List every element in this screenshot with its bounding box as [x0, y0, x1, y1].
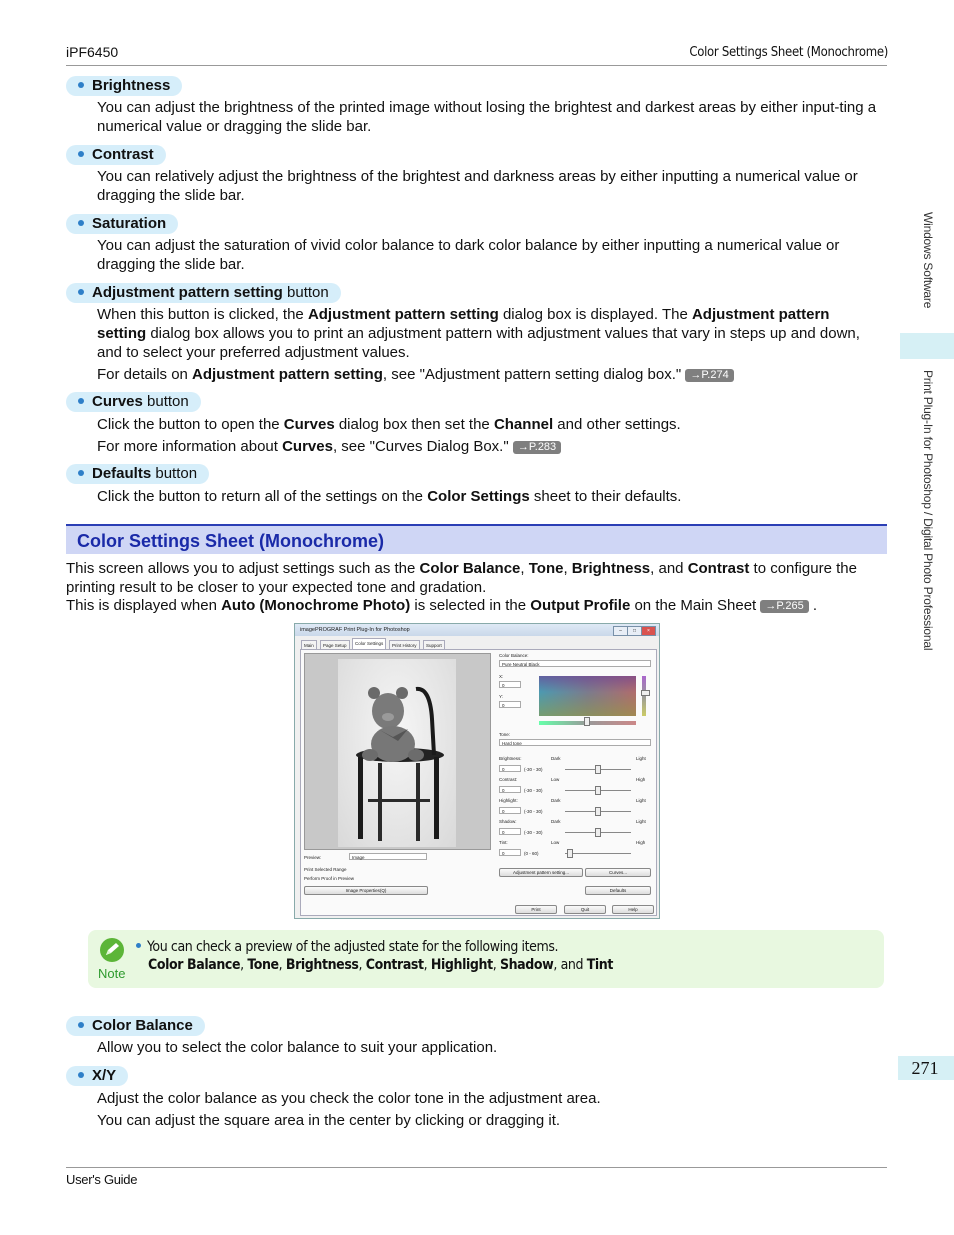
item-heading-xy: X/Y [66, 1066, 128, 1086]
slider-input[interactable]: 0 [499, 828, 521, 835]
curves-button[interactable]: Curves... [585, 868, 651, 877]
slider-input[interactable]: 0 [499, 786, 521, 793]
tone-select[interactable]: Hard tone [499, 739, 651, 746]
preview-image [338, 659, 456, 847]
slider-high-label: Light [636, 798, 646, 803]
item-heading-adjustment-pattern: Adjustment pattern setting button [66, 283, 341, 303]
slider-low-label: Dark [551, 756, 561, 761]
slider-high-label: High [636, 840, 646, 845]
color-settings-panel [300, 649, 657, 916]
item-text-saturation: You can adjust the saturation of vivid color balance to dark color balance by either inputting a numerical value or dragging the slide bar. [97, 237, 840, 273]
bullet-icon [78, 470, 84, 476]
teddy-bear-chair-image [338, 659, 456, 847]
header-product: iPF6450 [66, 44, 119, 60]
x-input[interactable]: 0 [499, 681, 521, 688]
print-selected-range-checkbox[interactable]: Print Selected Range [304, 867, 347, 872]
slider-label: Tint: [499, 840, 508, 845]
item-text-adjustment-pattern: When this button is clicked, the Adjustment pattern setting dialog box is displayed. The Adjustment pattern setting dialog box allows you to print an adjustment pattern with adjustment values that vary in steps up and down, and to select your preferred adjustment values. [97, 306, 860, 361]
preview-label: Preview: [304, 855, 322, 860]
tone-label: Tone: [499, 732, 511, 737]
item-heading-contrast: Contrast [66, 145, 166, 165]
note-line-2: Color Balance, Tone, Brightness, Contrast, Highlight, Shadow, and Tint [148, 957, 614, 973]
image-properties-button[interactable]: Image Properties(Q) [304, 886, 428, 895]
slider-high-label: Light [636, 756, 646, 761]
item-heading-brightness: Brightness [66, 76, 182, 96]
bullet-icon [136, 943, 141, 948]
dialog-title: imagePROGRAF Print Plug-In for Photoshop [295, 624, 659, 636]
item-heading-color-balance: Color Balance [66, 1016, 205, 1036]
side-tab-plugin[interactable]: Print Plug-In for Photoshop / Digital Photo Professional [921, 370, 935, 651]
quit-button[interactable]: Quit [564, 905, 606, 914]
footer-rule [66, 1167, 887, 1168]
help-button[interactable]: Help [612, 905, 654, 914]
close-icon[interactable]: × [641, 626, 656, 636]
tab-color-settings[interactable]: Color Settings [352, 638, 386, 651]
item-heading-defaults: Defaults button [66, 464, 209, 484]
defaults-button[interactable]: Defaults [585, 886, 651, 895]
page-ref-link[interactable]: →P.274 [685, 369, 733, 382]
intro-paragraph-1: This screen allows you to adjust settings such as the Color Balance, Tone, Brightness, and Contrast to configure the printing result to be closer to your expected tone and gradation. [66, 560, 857, 596]
slider-range: (0 - 60) [524, 851, 539, 856]
slider-low-label: Dark [551, 819, 561, 824]
slider-low-label: Low [551, 840, 560, 845]
color-adjustment-area[interactable] [539, 676, 636, 716]
item-details-adjustment-pattern: For details on Adjustment pattern setting, see "Adjustment pattern setting dialog box." →P.274 [97, 365, 877, 384]
bullet-icon [78, 289, 84, 295]
color-balance-label: Color Balance: [499, 653, 529, 658]
item-text-xy-2: You can adjust the square area in the center by clicking or dragging it. [97, 1112, 561, 1129]
slider-thumb[interactable] [595, 828, 601, 837]
slider-thumb[interactable] [595, 786, 601, 795]
perform-proof-checkbox[interactable]: Perform Proof in Preview [304, 876, 355, 881]
slider-high-label: Light [636, 819, 646, 824]
slider-low-label: Low [551, 777, 560, 782]
slider-input[interactable]: 0 [499, 807, 521, 814]
bullet-icon [78, 220, 84, 226]
intro-paragraph-2: This is displayed when Auto (Monochrome Photo) is selected in the Output Profile on the Main Sheet →P.265 . [66, 597, 818, 614]
slider-input[interactable]: 0 [499, 765, 521, 772]
note-box [88, 930, 884, 988]
y-slider-thumb[interactable] [641, 690, 650, 696]
preview-select[interactable]: Image [349, 853, 427, 860]
item-text-brightness: You can adjust the brightness of the printed image without losing the brightest and darkest areas by either input-ting a numerical value or dragging the slide bar. [97, 99, 877, 135]
item-text-xy-1: Adjust the color balance as you check the color tone in the adjustment area. [97, 1090, 601, 1107]
slider-high-label: High [636, 777, 646, 782]
preview-area [304, 653, 491, 850]
bullet-icon [78, 151, 84, 157]
side-tab-highlight [900, 333, 954, 359]
tab-print-history[interactable]: Print History [389, 640, 420, 651]
print-button[interactable]: Print [515, 905, 557, 914]
bullet-icon [78, 82, 84, 88]
item-more-curves: For more information about Curves, see "Curves Dialog Box." →P.283 [97, 437, 877, 456]
header-section: Color Settings Sheet (Monochrome) [689, 45, 888, 60]
note-pencil-icon [100, 938, 124, 962]
x-label: X: [499, 674, 504, 679]
page-ref-link[interactable]: →P.283 [513, 441, 561, 454]
page-ref-link[interactable]: →P.265 [760, 600, 808, 613]
slider-low-label: Dark [551, 798, 561, 803]
maximize-icon[interactable]: □ [627, 626, 642, 636]
y-input[interactable]: 0 [499, 701, 521, 708]
slider-range: (-30 - 30) [524, 767, 543, 772]
slider-thumb[interactable] [595, 807, 601, 816]
item-text-curves: Click the button to open the Curves dialog box then set the Channel and other settings. [97, 416, 681, 433]
note-line-1: You can check a preview of the adjusted state for the following items. [136, 939, 558, 955]
item-heading-saturation: Saturation [66, 214, 178, 234]
slider-thumb[interactable] [595, 765, 601, 774]
bullet-icon [78, 398, 84, 404]
color-balance-select[interactable]: Pure Neutral Black [499, 660, 651, 667]
tab-support[interactable]: Support [423, 640, 445, 651]
bullet-icon [78, 1072, 84, 1078]
slider-range: (-30 - 30) [524, 809, 543, 814]
slider-label: Contrast: [499, 777, 518, 782]
item-text-color-balance: Allow you to select the color balance to suit your application. [97, 1039, 498, 1056]
slider-thumb[interactable] [567, 849, 573, 858]
item-text-defaults: Click the button to return all of the settings on the Color Settings sheet to their defaults. [97, 488, 682, 505]
item-text-contrast: You can relatively adjust the brightness of the brightest and darkness areas by either inputting a numerical value or dragging the slide bar. [97, 168, 858, 204]
slider-input[interactable]: 0 [499, 849, 521, 856]
slider-label: Brightness: [499, 756, 522, 761]
slider-label: Highlight: [499, 798, 518, 803]
page-number: 271 [911, 1058, 939, 1078]
header-rule [66, 65, 887, 66]
slider-range: (-30 - 30) [524, 788, 543, 793]
item-heading-curves: Curves button [66, 392, 201, 412]
section-heading [66, 524, 887, 554]
dialog-screenshot [294, 623, 660, 919]
slider-range: (-30 - 30) [524, 830, 543, 835]
y-label: Y: [499, 694, 504, 699]
minimize-icon[interactable]: – [613, 626, 628, 636]
x-slider-thumb[interactable] [584, 717, 590, 726]
slider-label: Shadow: [499, 819, 517, 824]
footer-guide: User's Guide [66, 1172, 138, 1187]
slider-track[interactable] [565, 853, 631, 854]
note-label: Note [98, 966, 126, 981]
section-title: Color Settings Sheet (Monochrome) [77, 531, 385, 551]
tab-main[interactable]: Main [301, 640, 317, 651]
adjustment-pattern-button[interactable]: Adjustment pattern setting... [499, 868, 583, 877]
bullet-icon [78, 1022, 84, 1028]
y-slider-track[interactable] [642, 676, 646, 716]
tab-page-setup[interactable]: Page Setup [320, 640, 350, 651]
side-tab-windows-software[interactable]: Windows Software [921, 212, 935, 309]
